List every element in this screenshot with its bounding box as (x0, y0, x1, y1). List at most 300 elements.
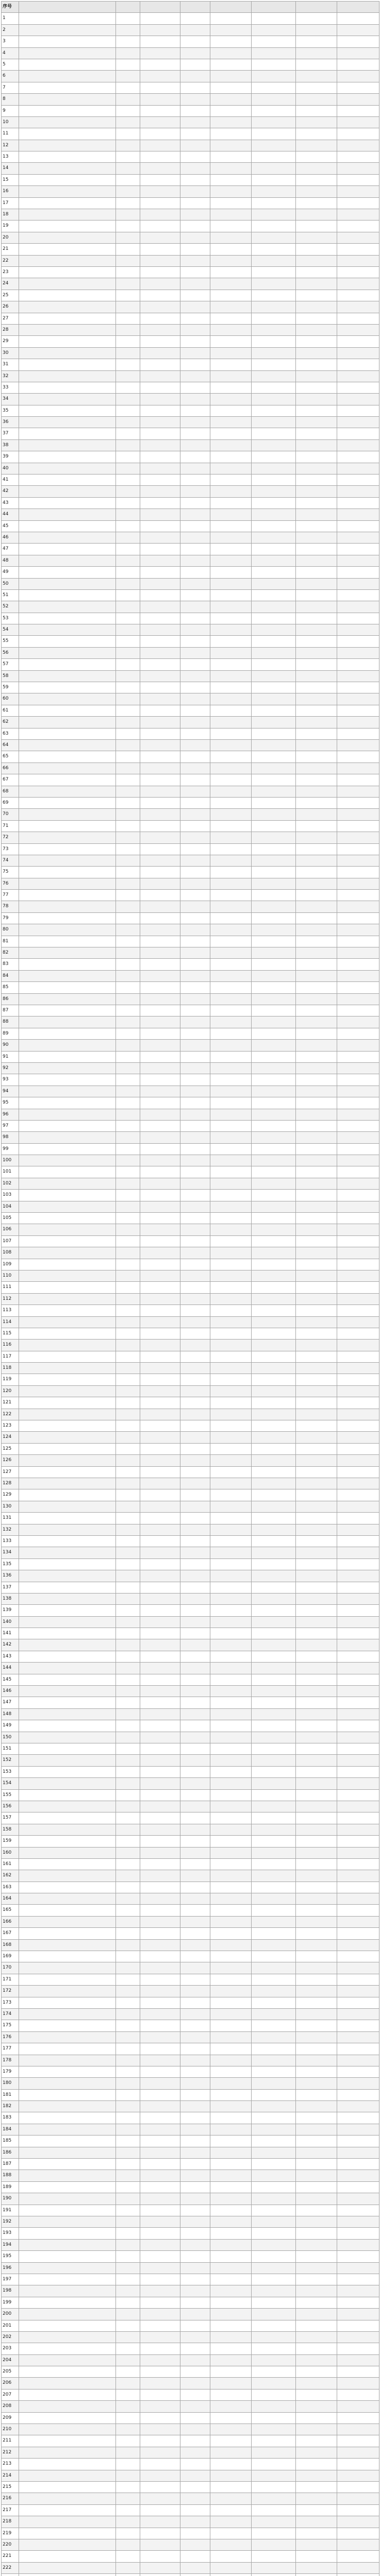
table-cell (210, 1270, 252, 1282)
table-cell (116, 2539, 140, 2551)
table-cell (116, 94, 140, 105)
table-cell (337, 2285, 379, 2297)
table-cell (252, 290, 296, 301)
table-cell (180, 532, 210, 544)
table-cell (337, 1063, 379, 1074)
table-cell (210, 2285, 252, 2297)
table-cell (140, 486, 180, 497)
table-cell (210, 2332, 252, 2343)
table-cell (140, 232, 180, 244)
table-cell (252, 1501, 296, 1513)
table-cell (180, 1663, 210, 1674)
table-row (2, 2378, 379, 2389)
table-row (2, 901, 379, 912)
table-cell (19, 498, 116, 509)
table-cell (180, 106, 210, 117)
table-cell (116, 82, 140, 94)
table-row (2, 2101, 379, 2112)
table-cell (252, 636, 296, 647)
row-number-cell: 137 (2, 1582, 19, 1594)
table-cell (116, 901, 140, 912)
table-cell (180, 740, 210, 751)
table-row (2, 2090, 379, 2101)
table-cell (140, 2228, 180, 2239)
table-cell (180, 2539, 210, 2551)
table-cell (337, 544, 379, 555)
table-cell (19, 705, 116, 717)
row-number-cell: 81 (2, 936, 19, 947)
column-header (19, 2, 116, 13)
table-cell (296, 2482, 337, 2493)
table-cell (180, 2320, 210, 2332)
table-cell (140, 2159, 180, 2170)
table-cell (210, 2182, 252, 2193)
table-cell (337, 717, 379, 728)
table-cell (116, 1028, 140, 1040)
table-cell (19, 1674, 116, 1686)
row-number-cell: 147 (2, 1697, 19, 1708)
table-cell (337, 209, 379, 221)
table-cell (180, 2066, 210, 2078)
table-cell (210, 428, 252, 439)
row-number-cell: 27 (2, 313, 19, 325)
table-cell (337, 2055, 379, 2066)
table-cell (116, 913, 140, 924)
table-cell (296, 959, 337, 970)
table-cell (252, 1582, 296, 1594)
table-cell (337, 1074, 379, 1086)
table-row (2, 2401, 379, 2412)
table-row (2, 1605, 379, 1616)
table-cell (116, 1213, 140, 1224)
table-row (2, 2147, 379, 2159)
table-cell (140, 1305, 180, 1316)
table-cell (337, 2159, 379, 2170)
table-cell (296, 532, 337, 544)
table-cell (180, 175, 210, 186)
table-body (2, 13, 379, 2576)
table-cell (180, 451, 210, 463)
table-cell (116, 278, 140, 290)
table-cell (140, 2516, 180, 2528)
table-cell (337, 1097, 379, 1109)
table-cell (210, 2112, 252, 2124)
table-cell (116, 624, 140, 636)
table-cell (210, 1489, 252, 1501)
table-row (2, 1432, 379, 1443)
row-number-cell: 157 (2, 1812, 19, 1824)
row-number-cell: 119 (2, 1374, 19, 1385)
table-cell (180, 1397, 210, 1409)
table-cell (180, 2043, 210, 2055)
table-cell (296, 2355, 337, 2366)
row-number-cell: 155 (2, 1790, 19, 1801)
table-cell (210, 2413, 252, 2424)
row-number-cell: 54 (2, 624, 19, 636)
table-cell (210, 2251, 252, 2262)
table-cell (296, 2285, 337, 2297)
table-cell (296, 636, 337, 647)
table-cell (19, 2182, 116, 2193)
table-cell (337, 821, 379, 832)
table-cell (19, 1178, 116, 1190)
table-row (2, 2274, 379, 2285)
table-cell (252, 417, 296, 428)
table-cell (180, 567, 210, 578)
table-cell (116, 186, 140, 197)
table-cell (210, 394, 252, 405)
table-cell (337, 1743, 379, 1755)
row-number-cell: 138 (2, 1594, 19, 1605)
table-cell (19, 2009, 116, 2020)
table-cell (252, 2090, 296, 2101)
table-cell (252, 890, 296, 901)
row-number-cell: 192 (2, 2216, 19, 2228)
table-cell (180, 232, 210, 244)
table-cell (19, 982, 116, 993)
table-cell (337, 1790, 379, 1801)
table-cell (337, 1755, 379, 1766)
table-cell (140, 1294, 180, 1305)
row-number-cell: 172 (2, 1986, 19, 1997)
table-cell (140, 175, 180, 186)
table-cell (252, 1617, 296, 1628)
table-cell (116, 971, 140, 982)
table-cell (210, 2563, 252, 2574)
table-cell (116, 1674, 140, 1686)
table-cell (180, 2020, 210, 2031)
table-row (2, 25, 379, 36)
table-cell (180, 1674, 210, 1686)
table-cell (296, 463, 337, 474)
row-number-cell: 75 (2, 867, 19, 878)
table-cell (19, 71, 116, 82)
table-cell (19, 809, 116, 820)
table-cell (19, 786, 116, 798)
table-header-row (2, 2, 379, 13)
table-cell (337, 1986, 379, 1997)
table-row (2, 1778, 379, 1789)
row-number-cell: 196 (2, 2263, 19, 2274)
column-header (252, 2, 296, 13)
table-cell (140, 1709, 180, 1720)
table-cell (140, 1513, 180, 1524)
table-row (2, 1063, 379, 1074)
table-cell (210, 13, 252, 24)
table-cell (19, 2159, 116, 2170)
table-cell (296, 774, 337, 786)
table-cell (140, 1767, 180, 1778)
table-cell (116, 2240, 140, 2251)
table-row (2, 994, 379, 1005)
row-number-cell: 171 (2, 1974, 19, 1986)
table-cell (337, 994, 379, 1005)
table-cell (180, 590, 210, 601)
row-number-cell: 182 (2, 2101, 19, 2112)
table-cell (140, 2043, 180, 2055)
table-cell (19, 1732, 116, 1743)
table-row (2, 809, 379, 820)
table-row (2, 740, 379, 751)
table-cell (210, 2159, 252, 2170)
table-cell (210, 1409, 252, 1420)
table-row (2, 1536, 379, 1547)
table-cell (296, 1374, 337, 1385)
table-cell (296, 878, 337, 890)
table-cell (140, 1582, 180, 1594)
table-cell (140, 1467, 180, 1478)
table-cell (210, 1351, 252, 1363)
table-cell (140, 705, 180, 717)
table-cell (19, 163, 116, 174)
table-cell (252, 336, 296, 347)
table-cell (19, 659, 116, 670)
table-cell (180, 2493, 210, 2504)
table-cell (296, 821, 337, 832)
table-cell (116, 1559, 140, 1570)
table-cell (180, 1351, 210, 1363)
table-cell (19, 1305, 116, 1316)
row-number-cell: 210 (2, 2424, 19, 2435)
table-cell (19, 1882, 116, 1893)
table-cell (140, 1905, 180, 1916)
table-cell (296, 2216, 337, 2228)
row-number-cell: 107 (2, 1236, 19, 1247)
table-cell (210, 1928, 252, 1939)
table-cell (210, 659, 252, 670)
table-cell (296, 1236, 337, 1247)
table-cell (210, 2355, 252, 2366)
table-cell (337, 1848, 379, 1859)
table-cell (180, 2413, 210, 2424)
table-cell (116, 832, 140, 843)
table-cell (296, 1974, 337, 1986)
table-cell (252, 2285, 296, 2297)
table-cell (19, 2228, 116, 2239)
table-cell (180, 717, 210, 728)
table-cell (19, 2297, 116, 2309)
table-cell (140, 417, 180, 428)
table-cell (140, 1997, 180, 2009)
table-cell (210, 2459, 252, 2470)
table-cell (210, 1790, 252, 1801)
table-cell (252, 1351, 296, 1363)
table-cell (180, 544, 210, 555)
table-cell (210, 2147, 252, 2159)
table-cell (116, 2055, 140, 2066)
table-cell (140, 244, 180, 255)
table-cell (252, 821, 296, 832)
table-cell (210, 1420, 252, 1432)
table-cell (337, 1005, 379, 1016)
table-cell (252, 2205, 296, 2216)
table-cell (296, 117, 337, 128)
row-number-cell: 17 (2, 198, 19, 209)
table-cell (19, 221, 116, 232)
table-cell (296, 2078, 337, 2089)
table-cell (337, 256, 379, 267)
table-row (2, 2355, 379, 2366)
table-cell (116, 1928, 140, 1939)
table-cell (140, 2078, 180, 2089)
table-cell (252, 151, 296, 163)
table-cell (210, 682, 252, 693)
table-cell (337, 913, 379, 924)
row-number-cell: 154 (2, 1778, 19, 1789)
row-number-cell: 142 (2, 1639, 19, 1651)
table-cell (19, 1594, 116, 1605)
table-cell (180, 2516, 210, 2528)
table-cell (296, 1270, 337, 1282)
table-cell (140, 2459, 180, 2470)
table-row (2, 2482, 379, 2493)
table-cell (337, 509, 379, 520)
table-cell (210, 544, 252, 555)
table-cell (116, 2332, 140, 2343)
table-cell (296, 301, 337, 313)
table-cell (19, 959, 116, 970)
table-cell (337, 1121, 379, 1132)
table-cell (337, 2528, 379, 2539)
table-cell (19, 1213, 116, 1224)
row-number-cell: 97 (2, 1121, 19, 1132)
table-row (2, 936, 379, 947)
table-cell (337, 2355, 379, 2366)
table-cell (140, 256, 180, 267)
table-cell (296, 1132, 337, 1143)
table-cell (337, 336, 379, 347)
table-cell (180, 1247, 210, 1259)
table-row (2, 1859, 379, 1870)
table-cell (296, 844, 337, 855)
table-cell (252, 1420, 296, 1432)
table-cell (116, 1824, 140, 1836)
table-cell (140, 1109, 180, 1121)
table-cell (19, 624, 116, 636)
table-cell (140, 1363, 180, 1374)
table-cell (116, 2078, 140, 2089)
table-cell (296, 1790, 337, 1801)
table-cell (116, 982, 140, 993)
table-cell (19, 1236, 116, 1247)
table-cell (19, 1340, 116, 1351)
table-cell (140, 301, 180, 313)
table-cell (296, 13, 337, 24)
table-cell (116, 924, 140, 936)
table-row (2, 1190, 379, 1201)
table-cell (19, 832, 116, 843)
table-cell (252, 1997, 296, 2009)
table-row (2, 728, 379, 740)
table-row (2, 1420, 379, 1432)
table-cell (296, 1016, 337, 1028)
table-cell (19, 1501, 116, 1513)
row-number-cell: 125 (2, 1444, 19, 1455)
table-cell (19, 140, 116, 151)
table-cell (19, 186, 116, 197)
table-cell (19, 555, 116, 567)
table-cell (19, 1063, 116, 1074)
table-cell (337, 2574, 379, 2576)
table-cell (140, 1270, 180, 1282)
table-row (2, 555, 379, 567)
table-row (2, 1028, 379, 1040)
table-cell (19, 636, 116, 647)
table-cell (337, 498, 379, 509)
row-number-cell: 128 (2, 1478, 19, 1489)
table-cell (180, 878, 210, 890)
table-row (2, 1155, 379, 1166)
table-cell (19, 1686, 116, 1697)
table-cell (140, 2482, 180, 2493)
table-cell (116, 1016, 140, 1028)
table-cell (19, 1097, 116, 1109)
row-number-cell: 21 (2, 244, 19, 255)
table-cell (296, 1986, 337, 1997)
table-cell (140, 1374, 180, 1385)
table-cell (210, 1155, 252, 1166)
table-cell (180, 244, 210, 255)
table-cell (296, 1928, 337, 1939)
table-cell (116, 1709, 140, 1720)
row-number-cell: 143 (2, 1651, 19, 1663)
table-row (2, 2205, 379, 2216)
table-row (2, 2424, 379, 2435)
table-cell (210, 82, 252, 94)
table-cell (180, 844, 210, 855)
table-cell (180, 48, 210, 59)
table-cell (116, 2401, 140, 2412)
table-cell (296, 1178, 337, 1190)
table-cell (116, 786, 140, 798)
table-cell (252, 117, 296, 128)
row-number-cell: 161 (2, 1859, 19, 1870)
table-cell (210, 256, 252, 267)
table-cell (210, 509, 252, 520)
table-cell (180, 1259, 210, 1270)
table-cell (296, 1478, 337, 1489)
table-cell (337, 1363, 379, 1374)
table-cell (116, 821, 140, 832)
table-cell (19, 2389, 116, 2401)
table-cell (210, 382, 252, 394)
table-cell (210, 244, 252, 255)
row-number-cell: 43 (2, 498, 19, 509)
table-cell (19, 1778, 116, 1789)
table-cell (210, 901, 252, 912)
table-cell (116, 2182, 140, 2193)
table-cell (19, 1144, 116, 1155)
table-cell (140, 1190, 180, 1201)
table-cell (19, 1478, 116, 1489)
table-cell (116, 2413, 140, 2424)
table-row (2, 1455, 379, 1466)
table-cell (252, 1743, 296, 1755)
table-row (2, 544, 379, 555)
table-cell (337, 1351, 379, 1363)
row-number-cell: 209 (2, 2413, 19, 2424)
table-row (2, 1732, 379, 1743)
table-cell (252, 2505, 296, 2516)
table-cell (180, 2401, 210, 2412)
row-number-cell: 177 (2, 2043, 19, 2055)
table-cell (180, 2528, 210, 2539)
table-row (2, 1340, 379, 1351)
table-cell (116, 1005, 140, 1016)
table-cell (337, 348, 379, 359)
table-cell (19, 1997, 116, 2009)
table-cell (252, 809, 296, 820)
